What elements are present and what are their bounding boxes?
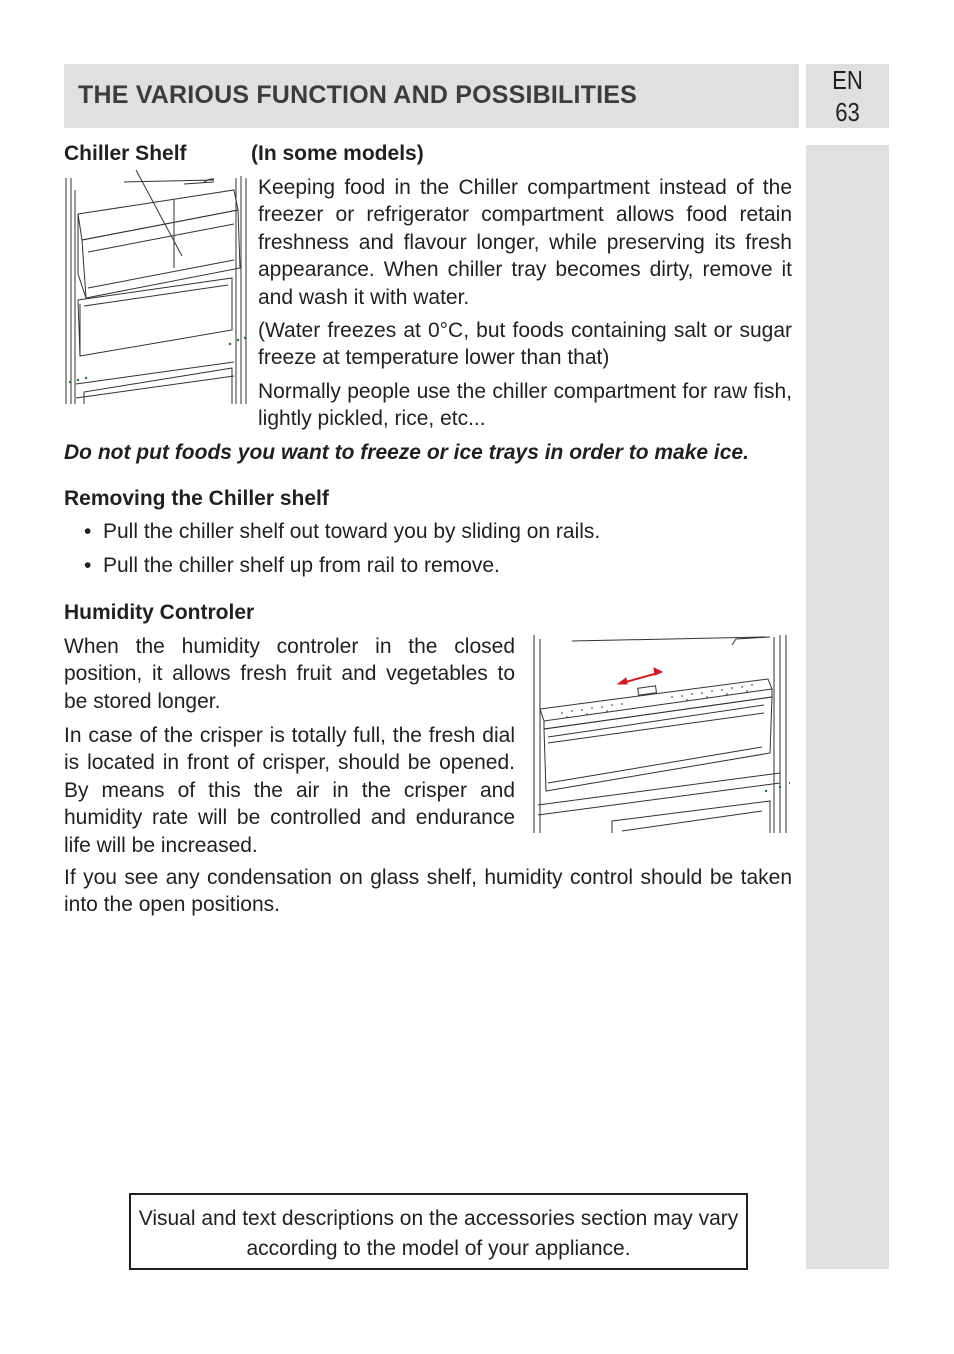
chiller-shelf-illustration <box>64 170 252 406</box>
bullet-icon: • <box>84 554 92 577</box>
list-item <box>84 518 784 552</box>
chiller-paragraph-1: Keeping food in the Chiller compartment instead of the freezer or refrigerator compartment allows food retain freshness and flavour longer, while preserving its fresh appearance. When chiller tray becomes dirty, remove it and wash it with water. <box>258 176 792 309</box>
disclaimer-box <box>129 1193 748 1270</box>
chiller-paragraph-2: (Water freezes at 0°C, but foods containing salt or sugar freeze at temperature lower than that) <box>258 319 792 370</box>
side-margin-bar <box>806 145 889 1269</box>
humidity-paragraph-2: In case of the crisper is totally full, the fresh dial is located in front of crisper, should be opened. By means of this the air in the crisper and humidity rate will be controlled and endurance life will be increased. <box>64 724 515 857</box>
humidity-heading: Humidity Controler <box>64 601 255 624</box>
humidity-paragraph-1: When the humidity controler in the closed position, it allows fresh fruit and vegetables to be stored longer. <box>64 635 515 713</box>
removing-heading: Removing the Chiller shelf <box>64 487 329 510</box>
bullet-icon: • <box>84 520 92 543</box>
page-number: 63 <box>835 97 860 127</box>
language-label: EN <box>832 65 863 95</box>
chiller-shelf-subheading: (In some models) <box>251 142 424 165</box>
chiller-paragraph-3: Normally people use the chiller compartment for raw fish, lightly pickled, rice, etc... <box>258 380 792 431</box>
chiller-shelf-heading: Chiller Shelf <box>64 142 187 165</box>
humidity-paragraph-3: If you see any condensation on glass shelf, humidity control should be taken into the open positions. <box>64 866 792 917</box>
step-text: Pull the chiller shelf out toward you by sliding on rails. <box>103 520 601 543</box>
section-title: THE VARIOUS FUNCTION AND POSSIBILITIES <box>78 81 638 109</box>
chiller-warning: Do not put foods you want to freeze or ice trays in order to make ice. <box>64 441 749 464</box>
humidity-controller-illustration <box>532 633 790 835</box>
section-header <box>64 64 799 128</box>
step-text: Pull the chiller shelf up from rail to remove. <box>103 554 500 577</box>
list-item <box>84 552 784 586</box>
language-page-tab <box>806 64 889 128</box>
disclaimer-text: Visual and text descriptions on the accessories section may vary according to the model of your appliance. <box>138 1207 739 1260</box>
removing-steps-list <box>84 518 784 586</box>
